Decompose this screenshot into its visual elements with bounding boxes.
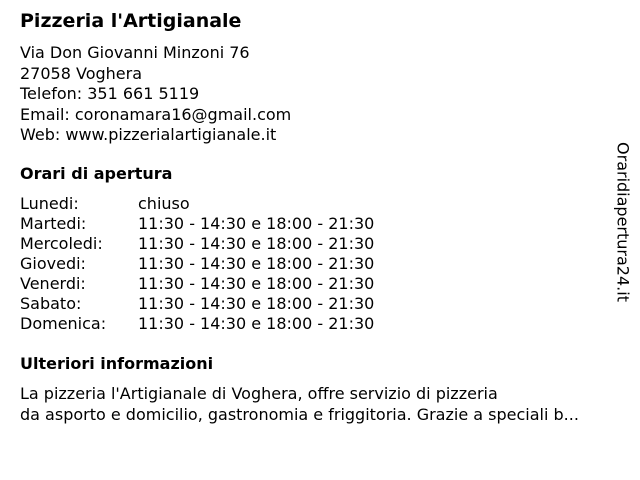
address-city: 27058 Voghera: [20, 63, 142, 83]
site-watermark: Oraridiapertura24.it: [613, 142, 633, 302]
day-hours: 11:30 - 14:30 e 18:00 - 21:30: [138, 254, 375, 273]
hours-row-tuesday: [20, 214, 374, 234]
day-hours: 11:30 - 14:30 e 18:00 - 21:30: [138, 214, 375, 233]
additional-info-heading: Ulteriori informazioni: [20, 354, 214, 373]
day-label: Venerdi:: [20, 274, 86, 293]
hours-row-friday: [20, 274, 374, 294]
opening-hours-heading: Orari di apertura: [20, 164, 173, 183]
day-label: Domenica:: [20, 314, 107, 333]
day-hours: 11:30 - 14:30 e 18:00 - 21:30: [138, 314, 375, 333]
hours-row-monday: [20, 194, 374, 214]
day-label: Martedi:: [20, 214, 87, 233]
contact-block: [20, 43, 291, 146]
hours-row-thursday: [20, 254, 374, 274]
hours-row-wednesday: [20, 234, 374, 254]
day-hours: 11:30 - 14:30 e 18:00 - 21:30: [138, 234, 375, 253]
day-label: Lunedi:: [20, 194, 79, 213]
day-hours: 11:30 - 14:30 e 18:00 - 21:30: [138, 294, 375, 313]
day-label: Mercoledi:: [20, 234, 103, 253]
info-line: La pizzeria l'Artigianale di Voghera, offre servizio di pizzeria: [20, 384, 498, 403]
day-label: Giovedi:: [20, 254, 86, 273]
address-street: Via Don Giovanni Minzoni 76: [20, 43, 250, 62]
day-hours: chiuso: [138, 194, 190, 213]
phone-text: Telefon: 351 661 5119: [20, 84, 200, 103]
hours-row-sunday: [20, 314, 374, 334]
day-hours: 11:30 - 14:30 e 18:00 - 21:30: [138, 274, 375, 293]
hours-row-saturday: [20, 294, 374, 314]
opening-hours-table: [20, 194, 374, 334]
website-text: Web: www.pizzerialartigianale.it: [20, 125, 277, 144]
additional-info-text: [20, 384, 630, 425]
info-line: da asporto e domicilio, gastronomia e friggitoria. Grazie a speciali b...: [20, 404, 579, 424]
page-title: Pizzeria l'Artigianale: [20, 10, 242, 32]
email-text: Email: coronamara16@gmail.com: [20, 104, 292, 124]
day-label: Sabato:: [20, 294, 82, 313]
